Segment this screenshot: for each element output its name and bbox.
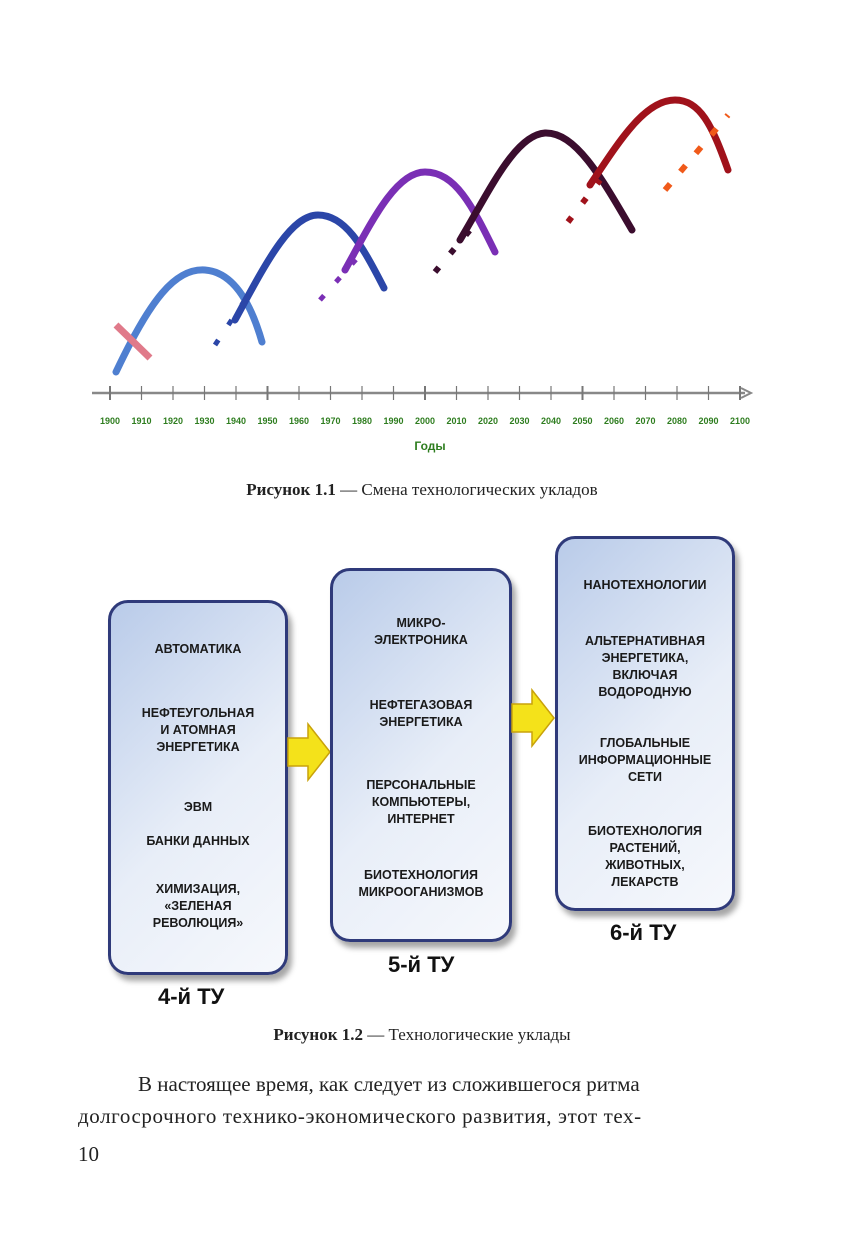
time-axis	[92, 386, 751, 453]
figure2-caption-text: — Технологические уклады	[363, 1025, 571, 1044]
body-line-1: В настоящее время, как следует из сложившегося ритма	[138, 1072, 640, 1096]
year-label: 2010	[446, 416, 467, 426]
box-4th-tu	[108, 600, 288, 975]
tu5-item-pc-internet: ПЕРСОНАЛЬНЫЕ КОМПЬЮТЕРЫ, ИНТЕРНЕТ	[366, 778, 476, 826]
box-5th-tu	[330, 568, 512, 942]
year-label: 2090	[698, 416, 719, 426]
year-label: 2070	[635, 416, 656, 426]
wave-curves	[116, 100, 728, 372]
wave-arc	[235, 215, 384, 320]
figure2-caption-number: Рисунок 1.2	[273, 1025, 364, 1044]
tu6-item-alt-energy: АЛЬТЕРНАТИВНАЯ ЭНЕРГЕТИКА, ВКЛЮЧАЯ ВОДОРОДНУЮ	[584, 634, 706, 699]
year-label: 2050	[572, 416, 593, 426]
year-label: 1990	[383, 416, 404, 426]
year-label: 1920	[162, 416, 184, 426]
tu6-item-global-networks: ГЛОБАЛЬНЫЕ ИНФОРМАЦИОННЫЕ СЕТИ	[578, 736, 712, 784]
tu4-item-databanks: БАНКИ ДАННЫХ	[146, 834, 250, 848]
tu5-label: 5-й ТУ	[388, 952, 455, 977]
wave-arc	[116, 270, 262, 372]
year-label: 1900	[99, 416, 121, 426]
year-label: 1960	[288, 416, 310, 426]
figure1-caption	[0, 480, 844, 500]
arrow-right-icon	[510, 688, 556, 748]
box-6th-tu	[555, 536, 735, 911]
year-label: 1910	[131, 416, 152, 426]
year-label: 2060	[603, 416, 625, 426]
wave-tail	[320, 255, 360, 300]
tu6-item-nanotech: НАНОТЕХНОЛОГИИ	[583, 578, 707, 592]
figure2-caption	[0, 1025, 844, 1045]
year-label: 1970	[320, 416, 341, 426]
tu6-label: 6-й ТУ	[610, 920, 677, 945]
year-label: 1940	[225, 416, 247, 426]
figure1-caption-text: — Смена технологических укладов	[335, 480, 598, 499]
figure1-caption-number: Рисунок 1.1	[246, 480, 336, 499]
tu5-item-microelectronics: МИКРО- ЭЛЕКТРОНИКА	[374, 616, 468, 647]
body-line-2: долгосрочного технико-экономического развития, этот тех-	[78, 1104, 642, 1128]
wave-arc	[590, 100, 728, 185]
year-label: 2000	[414, 416, 436, 426]
year-label: 2030	[509, 416, 530, 426]
year-label: 2100	[729, 416, 751, 426]
wave-tail	[116, 325, 150, 358]
tu4-item-computers: ЭВМ	[183, 800, 213, 814]
tech-waves-figure	[0, 0, 844, 470]
year-label: 1950	[257, 416, 278, 426]
page-number: 10	[78, 1142, 99, 1166]
tu4-item-chemistry: ХИМИЗАЦИЯ, «ЗЕЛЕНАЯ РЕВОЛЮЦИЯ»	[152, 882, 244, 930]
year-label: 1980	[351, 416, 373, 426]
year-label: 2020	[477, 416, 499, 426]
year-label: 2080	[666, 416, 688, 426]
tu4-item-automation: АВТОМАТИКА	[154, 642, 242, 656]
tu5-item-oilgas: НЕФТЕГАЗОВАЯ ЭНЕРГЕТИКА	[369, 698, 473, 729]
arrow-right-icon	[286, 722, 332, 782]
tu6-item-biotech: БИОТЕХНОЛОГИЯ РАСТЕНИЙ, ЖИВОТНЫХ, ЛЕКАРСТВ	[588, 824, 702, 889]
year-label: 2040	[540, 416, 562, 426]
wave-arc	[460, 133, 632, 240]
tu4-label: 4-й ТУ	[158, 984, 225, 1009]
tu4-item-energy: НЕФТЕУГОЛЬНАЯ И АТОМНАЯ ЭНЕРГЕТИКА	[141, 706, 255, 754]
axis-title: Годы	[414, 439, 446, 453]
tu5-item-biotech: БИОТЕХНОЛОГИЯ МИКРООГАНИЗМОВ	[358, 868, 484, 899]
year-label: 1930	[194, 416, 215, 426]
wave-tail	[568, 180, 600, 222]
